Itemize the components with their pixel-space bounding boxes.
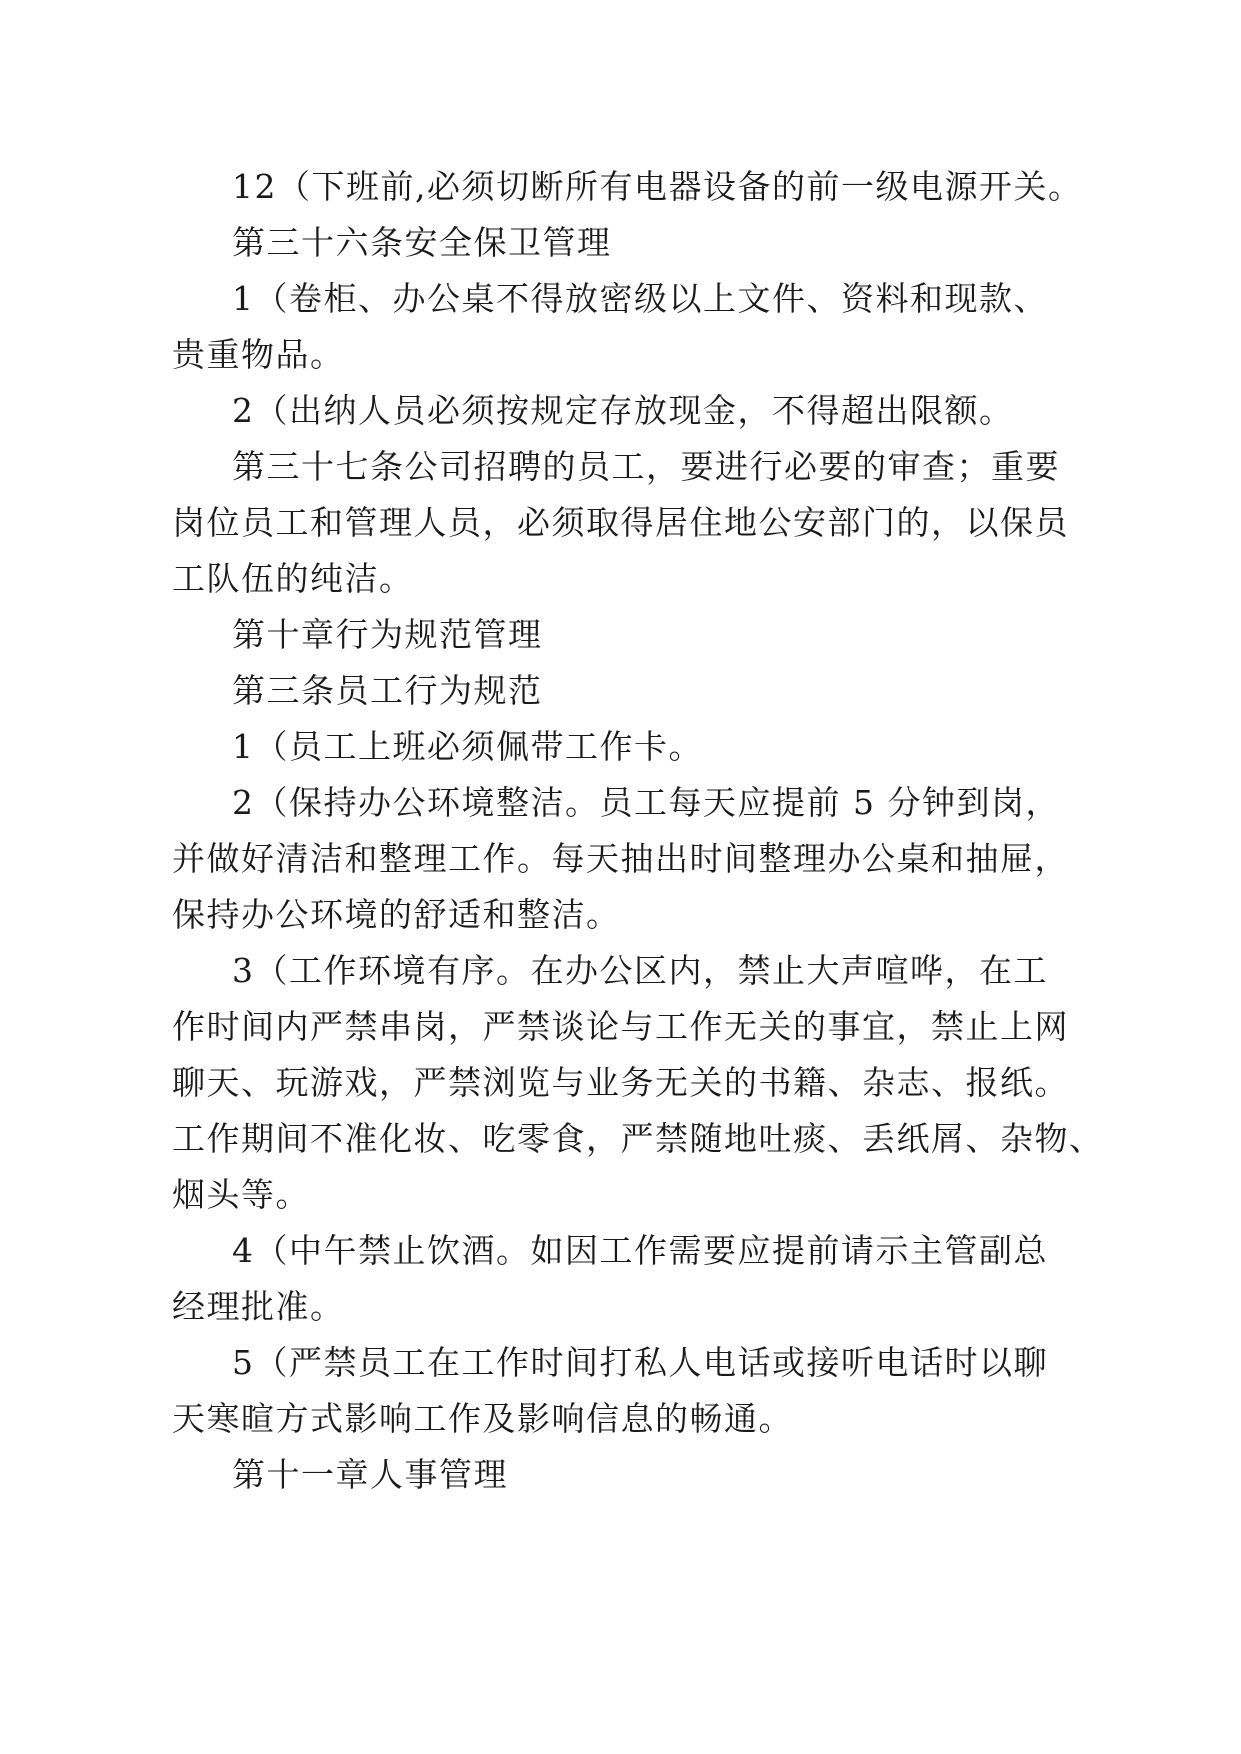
text-line-22: 5（严禁员工在工作时间打私人电话或接听电话时以聊 [232,1343,1048,1382]
text-line-11: 1（员工上班必须佩带工作卡。 [232,727,703,766]
text-line-13: 并做好清洁和整理工作。每天抽出时间整理办公桌和抽屉， [172,839,1069,878]
text-line-20: 4（中午禁止饮酒。如因工作需要应提前请示主管副总 [232,1231,1048,1270]
text-line-9: 第十章行为规范管理 [232,615,543,654]
text-line-15: 3（工作环境有序。在办公区内，禁止大声喧哗，在工 [232,951,1048,990]
text-line-19: 烟头等。 [172,1175,310,1214]
text-line-4: 贵重物品。 [172,335,345,374]
text-line-5: 2（出纳人员必须按规定存放现金，不得超出限额。 [232,391,1014,430]
text-line-10: 第三条员工行为规范 [232,671,543,710]
text-line-21: 经理批准。 [172,1287,345,1326]
text-line-18: 工作期间不准化妆、吃零食，严禁随地吐痰、丢纸屑、杂物、 [172,1119,1104,1158]
text-line-14: 保持办公环境的舒适和整洁。 [172,895,621,934]
text-line-3: 1（卷柜、办公桌不得放密级以上文件、资料和现款、 [232,279,1048,318]
text-line-2: 第三十六条安全保卫管理 [232,223,612,262]
text-line-6: 第三十七条公司招聘的员工，要进行必要的审查；重要 [232,447,1060,486]
text-line-8: 工队伍的纯洁。 [172,559,414,598]
text-line-12: 2（保持办公环境整洁。员工每天应提前 5 分钟到岗， [232,783,1060,822]
text-line-1: 12（下班前,必须切断所有电器设备的前一级电源开关。 [232,167,1083,206]
text-line-16: 作时间内严禁串岗，严禁谈论与工作无关的事宜，禁止上网 [172,1007,1069,1046]
text-line-17: 聊天、玩游戏，严禁浏览与业务无关的书籍、杂志、报纸。 [172,1063,1069,1102]
text-line-24: 第十一章人事管理 [232,1455,508,1494]
text-line-23: 天寒暄方式影响工作及影响信息的畅通。 [172,1399,793,1438]
text-line-7: 岗位员工和管理人员，必须取得居住地公安部门的，以保员 [172,503,1069,542]
